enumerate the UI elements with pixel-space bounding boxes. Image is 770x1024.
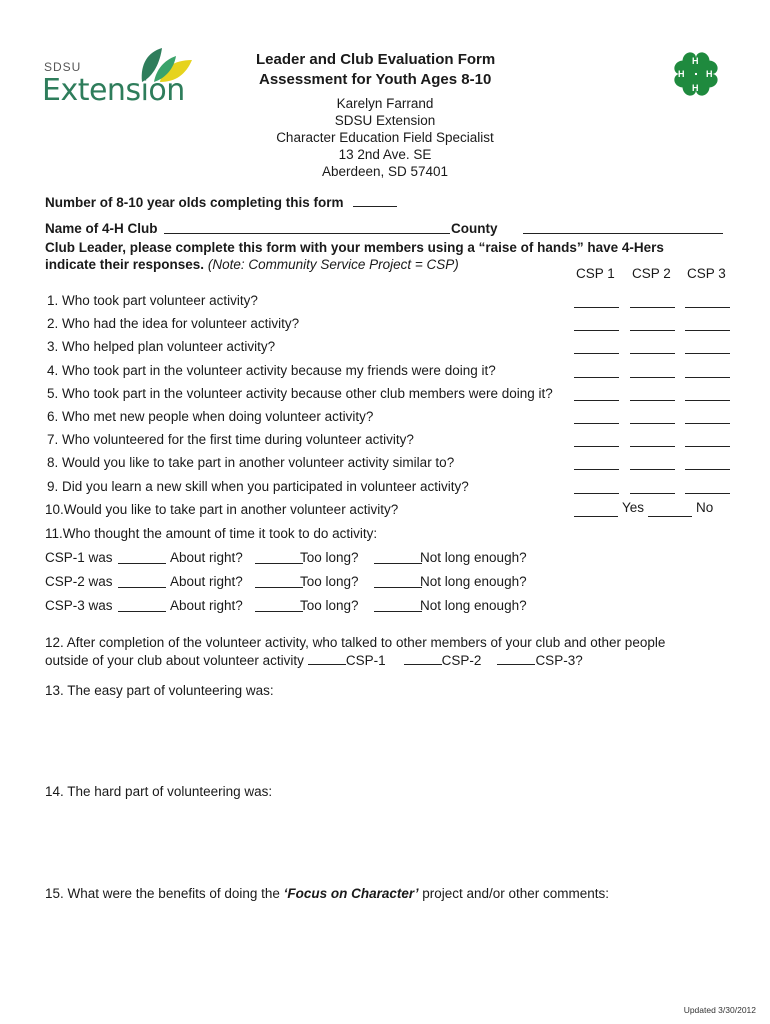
q11-option-label: Too long? [300, 574, 359, 589]
q4-csp1-input[interactable] [574, 377, 619, 378]
instructions-bold: Club Leader, please complete this form with your members using a “raise of hands” have 4-Hers indicate their responses. [45, 240, 664, 272]
q11-option-label: Not long enough? [420, 550, 527, 565]
q11-csp1-option1-input[interactable] [118, 563, 166, 564]
question-4: 4. Who took part in the volunteer activity because my friends were doing it? [47, 363, 496, 378]
q11-csp1-option3-input[interactable] [374, 563, 422, 564]
contact-line: Character Education Field Specialist [276, 130, 494, 145]
contact-block [250, 95, 520, 180]
q2-csp3-input[interactable] [685, 330, 730, 331]
q7-csp2-input[interactable] [630, 446, 675, 447]
svg-text:H: H [692, 56, 699, 66]
q12-csp1-input[interactable] [308, 652, 346, 665]
q11-csp3-option1-input[interactable] [118, 611, 166, 612]
q13-answer-area[interactable] [45, 702, 725, 778]
question-12-line2 [45, 652, 583, 669]
q5-csp1-input[interactable] [574, 400, 619, 401]
club-name-input[interactable] [164, 233, 450, 234]
question-10: 10.Would you like to take part in another volunteer activity? [45, 502, 399, 517]
svg-text:H: H [692, 83, 699, 93]
q4-csp3-input[interactable] [685, 377, 730, 378]
q1-csp2-input[interactable] [630, 307, 675, 308]
q3-csp2-input[interactable] [630, 353, 675, 354]
logo-sdsu-text: SDSU [44, 60, 82, 74]
q15-answer-area[interactable] [45, 905, 725, 995]
column-csp3: CSP 3 [687, 266, 726, 281]
question-5: 5. Who took part in the volunteer activity because other club members were doing it? [47, 386, 553, 401]
q11-csp1-option2-input[interactable] [255, 563, 303, 564]
q7-csp3-input[interactable] [685, 446, 730, 447]
contact-line: Aberdeen, SD 57401 [321, 164, 449, 179]
q10-no-input[interactable] [648, 516, 692, 517]
question-3: 3. Who helped plan volunteer activity? [47, 339, 276, 354]
club-name-label: Name of 4-H Club [45, 221, 158, 236]
q11-option-label: Not long enough? [420, 598, 527, 613]
q12-text: outside of your club about volunteer activity [45, 653, 304, 668]
q11-row-label: CSP-3 was [45, 598, 113, 613]
form-subtitle: Assessment for Youth Ages 8-10 [259, 71, 492, 88]
q11-option-label: About right? [170, 598, 243, 613]
column-csp1: CSP 1 [576, 266, 615, 281]
question-14: 14. The hard part of volunteering was: [45, 784, 273, 799]
q5-csp2-input[interactable] [630, 400, 675, 401]
q11-option-label: Not long enough? [420, 574, 527, 589]
q1-csp3-input[interactable] [685, 307, 730, 308]
q11-csp2-option3-input[interactable] [374, 587, 422, 588]
q8-csp2-input[interactable] [630, 469, 675, 470]
q11-option-label: About right? [170, 550, 243, 565]
county-input[interactable] [523, 233, 723, 234]
q11-row-label: CSP-2 was [45, 574, 113, 589]
q14-answer-area[interactable] [45, 803, 725, 879]
q9-csp2-input[interactable] [630, 493, 675, 494]
q11-csp3-option3-input[interactable] [374, 611, 422, 612]
q2-csp2-input[interactable] [630, 330, 675, 331]
q4-csp2-input[interactable] [630, 377, 675, 378]
question-13: 13. The easy part of volunteering was: [45, 683, 274, 698]
q8-csp3-input[interactable] [685, 469, 730, 470]
contact-line: 13 2nd Ave. SE [338, 147, 432, 162]
q11-row-label: CSP-1 was [45, 550, 113, 565]
q12-csp2-label: CSP-2 [441, 653, 482, 668]
question-6: 6. Who met new people when doing volunteer activity? [47, 409, 374, 424]
q12-csp2-input[interactable] [404, 652, 442, 665]
q7-csp1-input[interactable] [574, 446, 619, 447]
q9-csp1-input[interactable] [574, 493, 619, 494]
4h-clover-icon [666, 44, 726, 104]
q3-csp3-input[interactable] [685, 353, 730, 354]
q15-text-after: project and/or other comments: [418, 886, 610, 901]
q6-csp1-input[interactable] [574, 423, 619, 424]
county-label: County [451, 221, 498, 236]
form-title: Leader and Club Evaluation Form [256, 51, 496, 68]
question-1: 1. Who took part volunteer activity? [47, 293, 258, 308]
question-2: 2. Who had the idea for volunteer activity? [47, 316, 300, 331]
svg-text:H: H [706, 69, 713, 79]
svg-text:H: H [678, 69, 685, 79]
updated-date: Updated 3/30/2012 [683, 1005, 756, 1015]
q3-csp1-input[interactable] [574, 353, 619, 354]
q6-csp3-input[interactable] [685, 423, 730, 424]
q6-csp2-input[interactable] [630, 423, 675, 424]
q11-csp3-option2-input[interactable] [255, 611, 303, 612]
q12-csp1-label: CSP-1 [345, 653, 386, 668]
contact-line: SDSU Extension [334, 113, 436, 128]
question-15 [45, 886, 609, 902]
question-11: 11.Who thought the amount of time it took to do activity: [45, 526, 378, 541]
q1-csp1-input[interactable] [574, 307, 619, 308]
q11-option-label: About right? [170, 574, 243, 589]
q10-yes-label: Yes [622, 500, 645, 515]
q12-csp3-label: CSP-3? [535, 653, 583, 668]
column-csp2: CSP 2 [632, 266, 671, 281]
q11-csp2-option2-input[interactable] [255, 587, 303, 588]
question-12-line1: 12. After completion of the volunteer activity, who talked to other members of your club and other people [45, 635, 666, 650]
question-9: 9. Did you learn a new skill when you participated in volunteer activity? [47, 479, 469, 494]
q15-emphasis: ‘Focus on Character’ [283, 886, 419, 901]
contact-line: Karelyn Farrand [336, 96, 434, 111]
q2-csp1-input[interactable] [574, 330, 619, 331]
q11-csp2-option1-input[interactable] [118, 587, 166, 588]
q9-csp3-input[interactable] [685, 493, 730, 494]
logo-extension-text: Extension [42, 73, 185, 108]
q15-text-before: 15. What were the benefits of doing the [45, 886, 284, 901]
q11-option-label: Too long? [300, 550, 359, 565]
question-7: 7. Who volunteered for the first time during volunteer activity? [47, 432, 414, 447]
question-8: 8. Would you like to take part in another volunteer activity similar to? [47, 455, 455, 470]
count-input[interactable] [353, 194, 397, 207]
q5-csp3-input[interactable] [685, 400, 730, 401]
q12-csp3-input[interactable] [497, 652, 535, 665]
q8-csp1-input[interactable] [574, 469, 619, 470]
count-label: Number of 8-10 year olds completing this form [45, 195, 344, 210]
q11-option-label: Too long? [300, 598, 359, 613]
q10-no-label: No [696, 500, 714, 515]
count-row [45, 194, 397, 211]
instructions-note: (Note: Community Service Project = CSP) [207, 257, 459, 272]
q10-yes-input[interactable] [574, 516, 618, 517]
